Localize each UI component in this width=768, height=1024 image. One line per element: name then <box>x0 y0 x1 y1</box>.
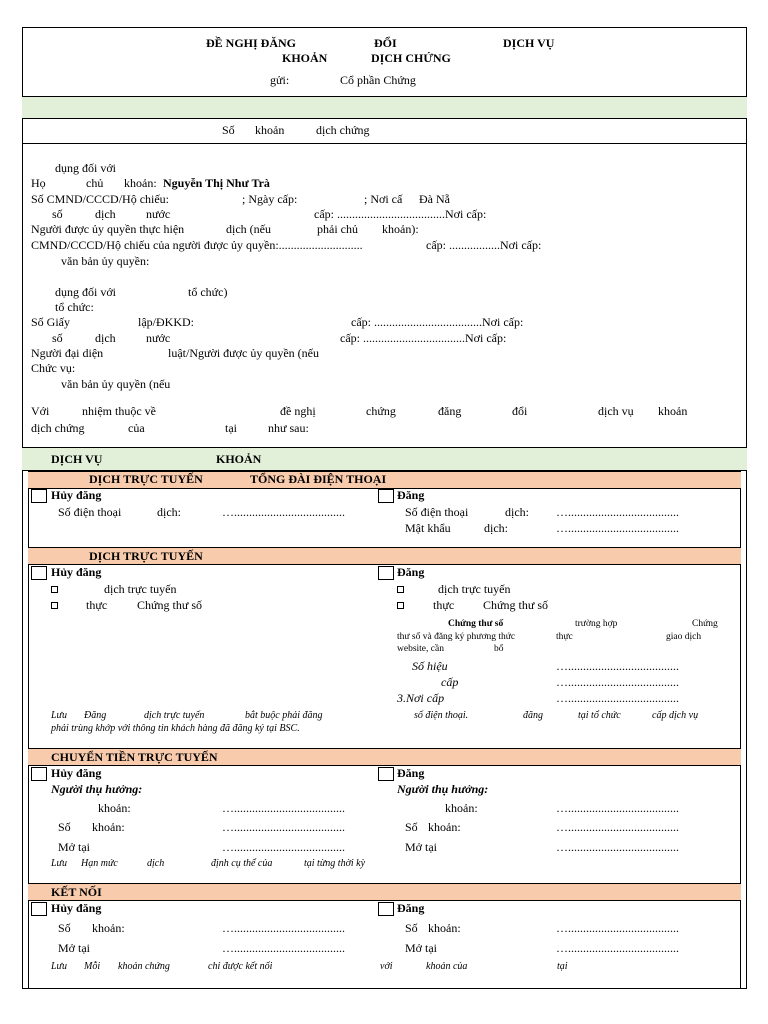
section3-right-openat-dots[interactable]: …..................................... <box>556 840 679 854</box>
section4-left-acctno-2: khoản: <box>92 921 125 935</box>
section4-register-checkbox[interactable] <box>378 902 394 916</box>
cert-note-6: giao dịch <box>666 632 702 642</box>
holder-label: Họ <box>31 176 46 190</box>
account-line-1: Số <box>222 123 235 137</box>
section3-left-acctno-1: Số <box>58 820 71 834</box>
section3-cancel-label: Hủy đăng <box>51 766 102 780</box>
section3-right-openat: Mở tại <box>405 840 438 854</box>
section3-left-beneficiary: Người thụ hưởng: <box>51 782 143 796</box>
org-reg-3: cấp: ....................................Nơi cấp: <box>351 315 524 329</box>
org-foreign-2: dịch <box>95 331 116 345</box>
green-band-1 <box>22 96 747 119</box>
section2-register-label: Đăng <box>397 565 425 579</box>
section2-note-1: Lưu <box>51 710 68 721</box>
section4-right-openat-dots[interactable]: …..................................... <box>556 941 679 955</box>
services-title-1: DỊCH VỤ <box>51 452 103 466</box>
section1-rphone-dots[interactable]: …..................................... <box>556 505 679 519</box>
section2-note-3: dịch trực tuyến <box>144 710 205 721</box>
section3-note-5: tại từng thời kỳ <box>304 858 366 869</box>
request-2: nhiệm thuộc về <box>82 404 156 418</box>
section3-left-openat: Mở tại <box>58 840 91 854</box>
individual-heading: dụng đối với <box>55 161 117 175</box>
representative-2: luật/Người được ủy quyền (nếu <box>168 346 320 360</box>
section4-note-4: chỉ được kết nối <box>208 961 273 972</box>
section2-right-opt1-label: dịch trực tuyến <box>438 582 511 596</box>
services-band <box>22 447 747 471</box>
section1-phone-dots[interactable]: …..................................... <box>222 505 345 519</box>
section4-cancel-checkbox[interactable] <box>31 902 47 916</box>
section4-cancel-label: Hủy đăng <box>51 901 102 915</box>
section3-left-acctname: khoản: <box>98 801 131 815</box>
org-reg-1: Số Giấy <box>31 315 70 329</box>
section3-note-3: dịch <box>147 858 165 869</box>
section2-note-4: bắt buộc phải đăng <box>245 710 323 721</box>
section2-cancel-label: Hủy đăng <box>51 565 102 579</box>
section3-left-acctno-2: khoản: <box>92 820 125 834</box>
section1-title-1: DỊCH TRỰC TUYẾN <box>89 472 203 486</box>
section3-note-1: Lưu <box>51 858 68 869</box>
authorized-3: phải chủ <box>317 222 358 236</box>
cert-field-2: cấp <box>441 675 459 689</box>
request-8: khoản <box>658 404 688 418</box>
title-part-2: ĐỔI <box>374 36 397 50</box>
section4-right-acctno-dots[interactable]: …..................................... <box>556 921 679 935</box>
section3-right-acctno-dots[interactable]: …..................................... <box>556 820 679 834</box>
foreign-3: nước <box>146 207 171 221</box>
section3-right-acctname: khoản: <box>445 801 478 815</box>
request-line2-1: dịch chứng <box>31 421 85 435</box>
section4-note-7: tại <box>557 961 568 972</box>
request-line2-4: như sau: <box>268 421 309 435</box>
section3-register-label: Đăng <box>397 766 425 780</box>
section4-right-acctno-2: khoản: <box>428 921 461 935</box>
account-line-3: dịch chứng <box>316 123 370 137</box>
cert-field-1: Số hiệu <box>412 659 448 673</box>
section2-register-checkbox[interactable] <box>378 566 394 580</box>
section3-left-acctname-dots[interactable]: …..................................... <box>222 801 345 815</box>
org-heading-2: tổ chức) <box>188 285 228 299</box>
recipient-value: Cổ phần Chứng <box>340 73 416 87</box>
authorized-id-1: CMND/CCCD/Hộ chiếu của người được ủy quyền:............................ <box>31 238 363 252</box>
org-reg-2: lập/ĐKKD: <box>138 315 194 329</box>
checkbox-small-icon[interactable] <box>397 602 404 609</box>
section1-register-label: Đăng <box>397 488 425 502</box>
authorized-id-2: cấp: .................Nơi cấp: <box>426 238 542 252</box>
holder-name: Nguyễn Thị Như Trà <box>163 176 270 190</box>
section4-note-3: khoản chứng <box>118 961 170 972</box>
section4-right-openat: Mở tại <box>405 941 438 955</box>
request-1: Với <box>31 404 50 418</box>
section3-right-acctno-1: Số <box>405 820 418 834</box>
authorization-doc: văn bản ủy quyền: <box>61 254 150 268</box>
title-part-1: ĐỀ NGHỊ ĐĂNG <box>206 36 297 50</box>
section4-note-6: khoản của <box>426 961 468 972</box>
section3-right-acctno-2: khoản: <box>428 820 461 834</box>
section4-register-label: Đăng <box>397 901 425 915</box>
id-place-label: ; Nơi cấ <box>364 192 403 206</box>
section3-register-checkbox[interactable] <box>378 767 394 781</box>
section4-left-openat-dots[interactable]: …..................................... <box>222 941 345 955</box>
section1-rphone-1: Số điện thoại <box>405 505 469 519</box>
section2-note-6: đăng <box>523 710 543 721</box>
request-7: dịch vụ <box>598 404 634 418</box>
section3-left-acctno-dots[interactable]: …..................................... <box>222 820 345 834</box>
id-date-label: ; Ngày cấp: <box>242 192 298 206</box>
section2-left-opt2-b: Chứng thư số <box>137 598 203 612</box>
section2-right-opt2-a: thực <box>433 598 455 612</box>
section3-note-4: định cụ thể của <box>211 858 273 869</box>
cert-field-1-dots[interactable]: …..................................... <box>556 659 679 673</box>
checkbox-small-icon[interactable] <box>51 602 58 609</box>
request-line2-3: tại <box>225 421 237 435</box>
cert-note-7: website, cần <box>397 644 444 654</box>
frame-right <box>746 27 747 989</box>
section2-note-7: tại tổ chức <box>578 710 621 721</box>
title-part-3: DỊCH VỤ <box>503 36 555 50</box>
cert-note-2: trường hợp <box>575 619 618 629</box>
section2-title: DỊCH TRỰC TUYẾN <box>89 549 203 563</box>
section1-title-2: TỔNG ĐÀI ĐIỆN THOẠI <box>250 472 387 486</box>
section2-left-opt2-a: thực <box>86 598 108 612</box>
section2-note-8: cấp dịch vụ <box>652 710 699 721</box>
cert-field-3: 3.Nơi cấp <box>397 691 445 705</box>
section4-left-openat: Mở tại <box>58 941 91 955</box>
cert-note-1: Chứng thư số <box>448 619 504 629</box>
section2-right-opt2[interactable] <box>397 598 404 612</box>
section3-cancel-checkbox[interactable] <box>31 767 47 781</box>
section1-phone-2: dịch: <box>157 505 181 519</box>
section1-pass-dots[interactable]: …..................................... <box>556 521 679 535</box>
id-label: Số CMND/CCCD/Hộ chiếu: <box>31 192 170 206</box>
request-6: đổi <box>512 404 528 418</box>
cert-note-4: thư số và đăng ký phương thức <box>397 632 516 642</box>
checkbox-small-icon[interactable] <box>397 586 404 593</box>
section4-left-acctno-dots[interactable]: …..................................... <box>222 921 345 935</box>
account-line-2: khoản <box>255 123 285 137</box>
org-foreign-1: số <box>52 331 63 345</box>
cert-field-3-dots[interactable]: …..................................... <box>556 691 679 705</box>
divider <box>22 143 747 144</box>
representative-doc: văn bản ủy quyền (nếu <box>61 377 171 391</box>
authorized-4: khoản): <box>382 222 419 236</box>
section3-right-acctname-dots[interactable]: …..................................... <box>556 801 679 815</box>
representative-1: Người đại diện <box>31 346 104 360</box>
section1-pass-2: dịch: <box>484 521 508 535</box>
id-place-value: Đà Nẵ <box>419 192 450 206</box>
section1-cancel-label: Hủy đăng <box>51 488 102 502</box>
section4-title: KẾT NỐI <box>51 885 102 899</box>
section2-note-5: số điện thoại. <box>414 710 469 721</box>
section1-cancel-checkbox[interactable] <box>31 489 47 503</box>
section2-note-2: Đăng <box>84 710 107 721</box>
frame-top <box>22 27 747 28</box>
request-line2-2: của <box>128 421 145 435</box>
title-part-4: KHOẢN <box>282 51 328 65</box>
section4-note-5: với <box>380 961 393 972</box>
section4-header <box>28 883 741 901</box>
section4-left-acctno-1: Số <box>58 921 71 935</box>
org-heading-1: dụng đối với <box>55 285 117 299</box>
request-4: chứng <box>366 404 396 418</box>
cert-note-5: thực <box>556 632 573 642</box>
section2-left-opt1[interactable] <box>51 582 58 596</box>
request-3: đề nghị <box>280 404 316 418</box>
foreign-2: dịch <box>95 207 116 221</box>
section2-note-line2: phải trùng khớp với thông tin khách hàng đã đăng ký tại BSC. <box>51 723 300 734</box>
frame-bottom <box>22 988 747 989</box>
frame-left <box>22 27 23 989</box>
section4-right-acctno-1: Số <box>405 921 418 935</box>
section1-rphone-2: dịch: <box>505 505 529 519</box>
org-name: tổ chức: <box>55 300 94 314</box>
foreign-1: số <box>52 207 63 221</box>
authorized-2: dịch (nếu <box>226 222 271 236</box>
section3-left-openat-dots[interactable]: …..................................... <box>222 840 345 854</box>
recipient-label: gửi: <box>270 73 290 87</box>
section2-right-opt1[interactable] <box>397 582 404 596</box>
foreign-4: cấp: ....................................Nơi cấp: <box>314 207 487 221</box>
cert-note-8: bổ <box>494 644 504 654</box>
section4-note-2: Mỗi <box>84 961 101 972</box>
checkbox-small-icon[interactable] <box>51 586 58 593</box>
cert-field-2-dots[interactable]: …..................................... <box>556 675 679 689</box>
holder-label-2: khoản: <box>124 176 157 190</box>
section2-right-opt2-b: Chứng thư số <box>483 598 549 612</box>
section4-note-1: Lưu <box>51 961 68 972</box>
section3-note-2: Hạn mức <box>81 858 118 869</box>
section2-left-opt1-label: dịch trực tuyến <box>104 582 177 596</box>
request-5: đăng <box>438 404 462 418</box>
section3-title: CHUYỂN TIỀN TRỰC TUYẾN <box>51 750 218 764</box>
cert-note-3: Chứng <box>692 619 718 629</box>
section2-cancel-checkbox[interactable] <box>31 566 47 580</box>
section1-pass-1: Mật khẩu <box>405 521 451 535</box>
org-foreign-3: nước <box>146 331 171 345</box>
section2-left-opt2[interactable] <box>51 598 58 612</box>
services-title-2: KHOẢN <box>216 452 262 466</box>
authorized-1: Người được ủy quyền thực hiện <box>31 222 185 236</box>
org-foreign-4: cấp: ..................................Nơi cấp: <box>340 331 507 345</box>
holder-label-mid: chủ <box>86 176 104 190</box>
section1-phone-1: Số điện thoại <box>58 505 122 519</box>
section3-right-beneficiary: Người thụ hưởng: <box>397 782 489 796</box>
title-part-5: DỊCH CHỨNG <box>371 51 451 65</box>
section1-register-checkbox[interactable] <box>378 489 394 503</box>
position-label: Chức vụ: <box>31 361 76 375</box>
